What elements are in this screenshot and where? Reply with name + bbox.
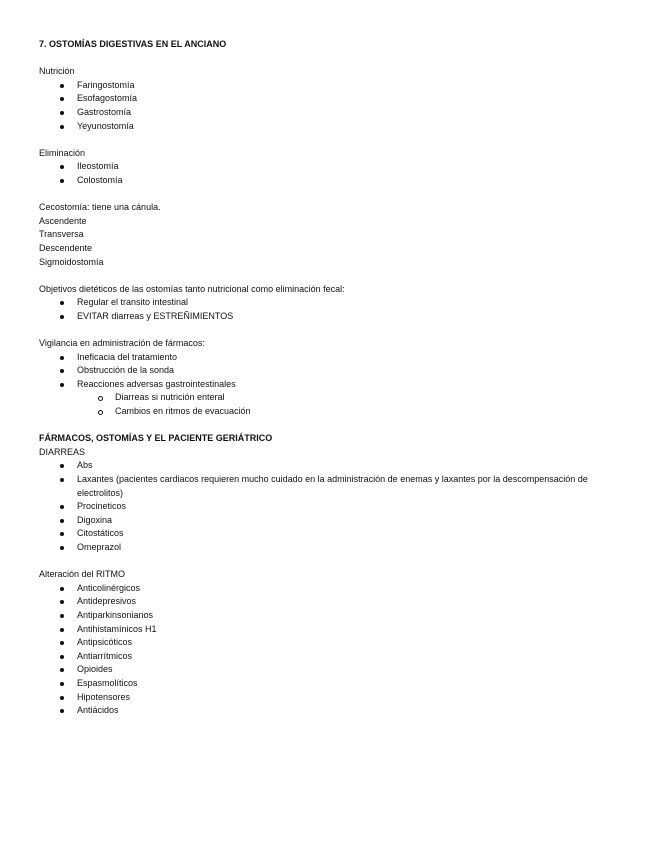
spacer (39, 323, 619, 337)
list-item: Gastrostomía (39, 106, 619, 120)
list-item: Antiparkinsonianos (39, 609, 619, 623)
spacer (39, 269, 619, 283)
ritmo-heading: Alteración del RITMO (39, 569, 126, 580)
spacer (39, 52, 619, 66)
list-item: Anticolinérgicos (39, 582, 619, 596)
list-item: Procineticos (39, 500, 619, 514)
spacer (39, 188, 619, 202)
list-item: Antihistamínicos H1 (39, 623, 619, 637)
farmacos-title: FÁRMACOS, OSTOMÍAS Y EL PACIENTE GERIÁTRICO (39, 433, 273, 444)
nutricion-list (39, 79, 619, 133)
cecostomia-line: Cecostomía: tiene una cánula. (39, 202, 161, 213)
vigilancia-sublist (39, 391, 619, 418)
list-item: Yeyunostomía (39, 120, 619, 134)
diarreas-list (39, 459, 619, 554)
objetivos-list (39, 296, 619, 323)
list-item: Laxantes (pacientes cardiacos requieren mucho cuidado en la administración de enemas y laxantes por la descompensación de electrolitos) (39, 473, 617, 500)
list-item: Ineficacia del tratamiento (39, 351, 619, 365)
list-item: Colostomía (39, 174, 619, 188)
list-item: Faringostomía (39, 79, 619, 93)
list-item: Hipotensores (39, 691, 619, 705)
document-page (39, 38, 619, 718)
list-item: Ileostomía (39, 160, 619, 174)
colon-segment: Descendente (39, 242, 93, 253)
ritmo-list (39, 582, 619, 718)
colon-segment: Ascendente (39, 215, 87, 226)
list-item: Abs (39, 459, 619, 473)
spacer (39, 555, 619, 569)
list-item: Antipsicóticos (39, 636, 619, 650)
document-title: 7. OSTOMÍAS DIGESTIVAS EN EL ANCIANO (39, 39, 227, 49)
list-item: Omeprazol (39, 541, 619, 555)
eliminacion-heading: Eliminación (39, 147, 86, 158)
colon-segment: Sigmoidostomía (39, 256, 104, 267)
vigilancia-heading: Vigilancia en administración de fármacos: (39, 338, 205, 349)
list-item: Regular el transito intestinal (39, 296, 619, 310)
objetivos-heading: Objetivos dietéticos de las ostomías tanto nutricional como eliminación fecal: (39, 283, 345, 294)
list-item: Reacciones adversas gastrointestinales (39, 378, 619, 392)
spacer (39, 419, 619, 433)
list-item: Esofagostomía (39, 92, 619, 106)
sub-list-item: Cambios en ritmos de evacuación (39, 405, 619, 419)
list-item: Obstrucción de la sonda (39, 364, 619, 378)
list-item: Antidepresivos (39, 595, 619, 609)
list-item: Antiácidos (39, 704, 619, 718)
colon-segment: Transversa (39, 229, 84, 240)
spacer (39, 133, 619, 147)
list-item: Espasmolíticos (39, 677, 619, 691)
eliminacion-list (39, 160, 619, 187)
list-item: Opioides (39, 663, 619, 677)
sub-list-item: Diarreas si nutrición enteral (39, 391, 619, 405)
vigilancia-list (39, 351, 619, 392)
list-item: Digoxina (39, 514, 619, 528)
list-item: Citostáticos (39, 527, 619, 541)
diarreas-heading: DIARREAS (39, 446, 86, 457)
list-item: Antiarrítmicos (39, 650, 619, 664)
nutricion-heading: Nutrición (39, 66, 75, 77)
list-item: EVITAR diarreas y ESTREÑIMIENTOS (39, 310, 619, 324)
